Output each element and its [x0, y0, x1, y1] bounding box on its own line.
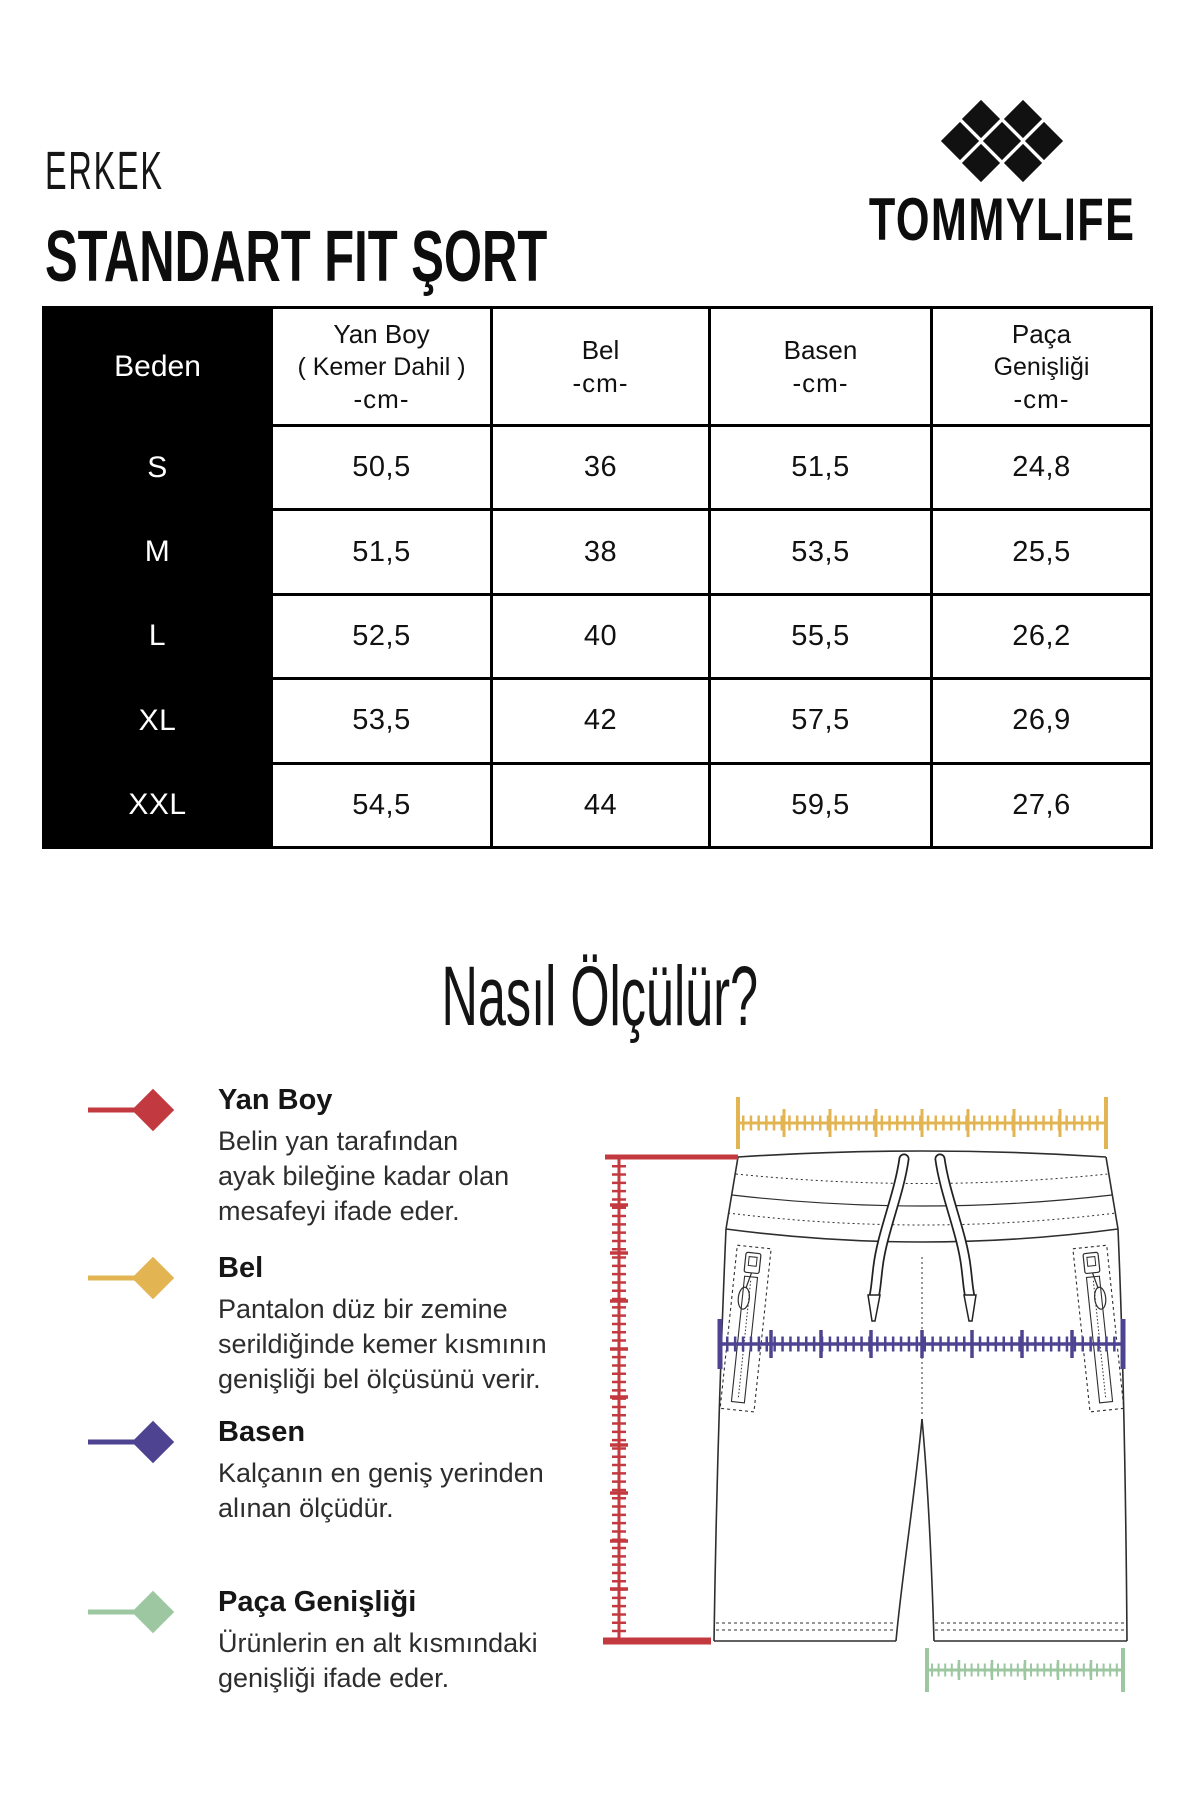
size-cell: M: [44, 510, 272, 594]
shorts-sketch-icon: [714, 1151, 1127, 1641]
page-title: [45, 218, 784, 297]
size-cell: S: [44, 426, 272, 510]
paca-genisligi-marker-icon: [88, 1584, 208, 1640]
value-cell: 25,5: [932, 510, 1152, 594]
value-cell: 24,8: [932, 426, 1152, 510]
page-title-text: STANDART FIT ŞORT: [45, 217, 548, 297]
header-yan-boy: Yan Boy ( Kemer Dahil ) -cm-: [272, 308, 492, 426]
brand-logo: [802, 86, 1200, 253]
size-table-row: [44, 763, 1152, 847]
legend-desc-line: Pantalon düz bir zemine: [218, 1294, 508, 1324]
zipper-pocket-icon: [1073, 1245, 1124, 1412]
size-table: [42, 306, 1153, 849]
shorts-measurement-diagram: [575, 1065, 1155, 1725]
category-label: [45, 142, 243, 201]
value-cell: 40: [492, 594, 710, 678]
value-cell: 27,6: [932, 763, 1152, 847]
legend-name: Basen: [218, 1416, 306, 1448]
header-paca-genisligi: Paça Genişliği -cm-: [932, 308, 1152, 426]
legend-desc-line: serildiğinde kemer kısmının: [218, 1329, 547, 1359]
legend-desc-line: alınan ölçüdür.: [218, 1493, 394, 1523]
legend-desc-line: Belin yan tarafından: [218, 1126, 459, 1156]
legend-desc-line: Ürünlerin en alt kısmındaki: [218, 1628, 538, 1658]
header-basen: Basen -cm-: [710, 308, 932, 426]
legend-name: Bel: [218, 1252, 264, 1284]
value-cell: 55,5: [710, 594, 932, 678]
paca-genisligi-ruler: [927, 1648, 1123, 1692]
header-bel: Bel -cm-: [492, 308, 710, 426]
zipper-pocket-icon: [720, 1245, 771, 1412]
bel-ruler: [738, 1097, 1106, 1149]
legend-desc-line: ayak bileğine kadar olan: [218, 1161, 510, 1191]
legend-desc-line: genişliği ifade eder.: [218, 1663, 450, 1693]
value-cell: 51,5: [710, 426, 932, 510]
legend-name: Paça Genişliği: [218, 1586, 417, 1618]
how-to-measure-title-text: Nasıl Ölçülür?: [441, 949, 759, 1043]
diamond-icon: [132, 1421, 174, 1463]
size-cell: XXL: [44, 763, 272, 847]
value-cell: 53,5: [710, 510, 932, 594]
diamond-icon: [132, 1089, 174, 1131]
size-cell: XL: [44, 679, 272, 763]
size-table-row: [44, 679, 1152, 763]
diamond-icon: [132, 1257, 174, 1299]
value-cell: 57,5: [710, 679, 932, 763]
brand-name-text: TOMMYLIFE: [868, 186, 1136, 253]
size-table-row: [44, 594, 1152, 678]
yan-boy-marker-icon: [88, 1082, 208, 1138]
yan-boy-ruler: [603, 1157, 738, 1641]
value-cell: 59,5: [710, 763, 932, 847]
basen-ruler: [720, 1319, 1123, 1369]
size-table-row: [44, 426, 1152, 510]
value-cell: 26,2: [932, 594, 1152, 678]
value-cell: 53,5: [272, 679, 492, 763]
how-to-measure-title: [0, 948, 1200, 1045]
legend-desc-line: genişliği bel ölçüsünü verir.: [218, 1364, 541, 1394]
legend-name: Yan Boy: [218, 1084, 333, 1116]
bel-marker-icon: [88, 1250, 208, 1306]
legend-desc-line: mesafeyi ifade eder.: [218, 1196, 460, 1226]
header-beden: Beden: [44, 308, 272, 426]
value-cell: 52,5: [272, 594, 492, 678]
size-table-row: [44, 510, 1152, 594]
value-cell: 26,9: [932, 679, 1152, 763]
size-table-header-row: [44, 308, 1152, 426]
diamond-cluster-icon: [892, 86, 1112, 186]
size-cell: L: [44, 594, 272, 678]
brand-name: [802, 186, 1200, 253]
value-cell: 54,5: [272, 763, 492, 847]
value-cell: 36: [492, 426, 710, 510]
category-text: ERKEK: [45, 141, 164, 201]
legend-desc-line: Kalçanın en geniş yerinden: [218, 1458, 544, 1488]
value-cell: 51,5: [272, 510, 492, 594]
value-cell: 44: [492, 763, 710, 847]
value-cell: 38: [492, 510, 710, 594]
value-cell: 50,5: [272, 426, 492, 510]
diamond-icon: [132, 1591, 174, 1633]
value-cell: 42: [492, 679, 710, 763]
basen-marker-icon: [88, 1414, 208, 1470]
